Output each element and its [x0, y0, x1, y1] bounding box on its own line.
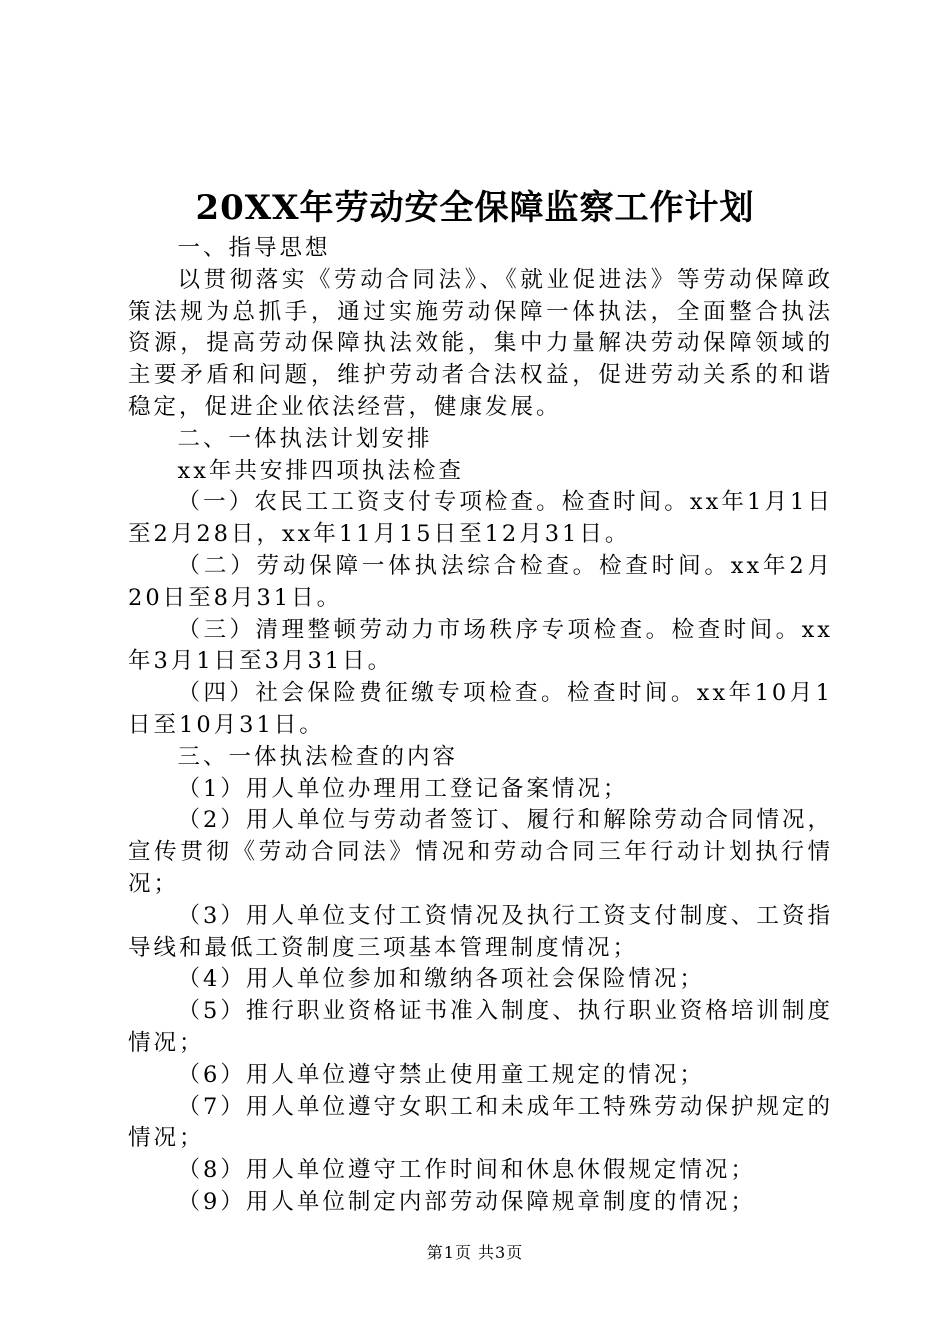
heading-guiding-thought: 一、指导思想 [177, 235, 331, 261]
plan-item-4: （四）社会保险费征缴专项检查。检查时间。xx年10月1日至10月31日。 [128, 680, 833, 738]
content-item-8: （8）用人单位遵守工作时间和休息休假规定情况； [177, 1157, 756, 1184]
content-item-6: （6）用人单位遵守禁止使用童工规定的情况； [177, 1061, 705, 1088]
document-body [128, 233, 833, 1219]
heading-inspection-content: 三、一体执法检查的内容 [177, 743, 459, 770]
content-item-9: （9）用人单位制定内部劳动保障规章制度的情况； [177, 1188, 756, 1215]
paragraph-guiding-thought: 以贯彻落实《劳动合同法》、《就业促进法》等劳动保障政策法规为总抓手，通过实施劳动保障一体执法，全面整合执法资源，提高劳动保障执法效能，集中力量解决劳动保障领域的主要矛盾和问题，维护劳动者合法权益，促进劳动关系的和谐稳定，促进企业依法经营，健康发展。 [128, 266, 833, 420]
paragraph-plan-summary: xx年共安排四项执法检查 [177, 457, 464, 484]
content-item-1: （1）用人单位办理用工登记备案情况； [177, 775, 629, 802]
content-item-2: （2）用人单位与劳动者签订、履行和解除劳动合同情况，宣传贯彻《劳动合同法》情况和劳动合同三年行动计划执行情况； [128, 807, 833, 897]
page-number-footer: 第1页 共3页 [426, 1243, 524, 1262]
plan-item-2: （二）劳动保障一体执法综合检查。检查时间。xx年2月20日至8月31日。 [128, 552, 833, 611]
content-item-4: （4）用人单位参加和缴纳各项社会保险情况； [177, 966, 705, 993]
content-item-3: （3）用人单位支付工资情况及执行工资支付制度、工资指导线和最低工资制度三项基本管理制度情况； [128, 902, 833, 961]
content-item-7: （7）用人单位遵守女职工和未成年工特殊劳动保护规定的情况； [128, 1093, 833, 1152]
content-item-5: （5）推行职业资格证书准入制度、执行职业资格培训制度情况； [128, 998, 833, 1056]
document-title: 20XX年劳动安全保障监察工作计划 [195, 188, 755, 228]
heading-enforcement-plan: 二、一体执法计划安排 [177, 425, 433, 452]
plan-item-1: （一）农民工工资支付专项检查。检查时间。xx年1月1日至2月28日，xx年11月15日至12月31日。 [128, 489, 833, 548]
plan-item-3: （三）清理整顿劳动力市场秩序专项检查。检查时间。xx年3月1日至3月31日。 [128, 616, 833, 675]
